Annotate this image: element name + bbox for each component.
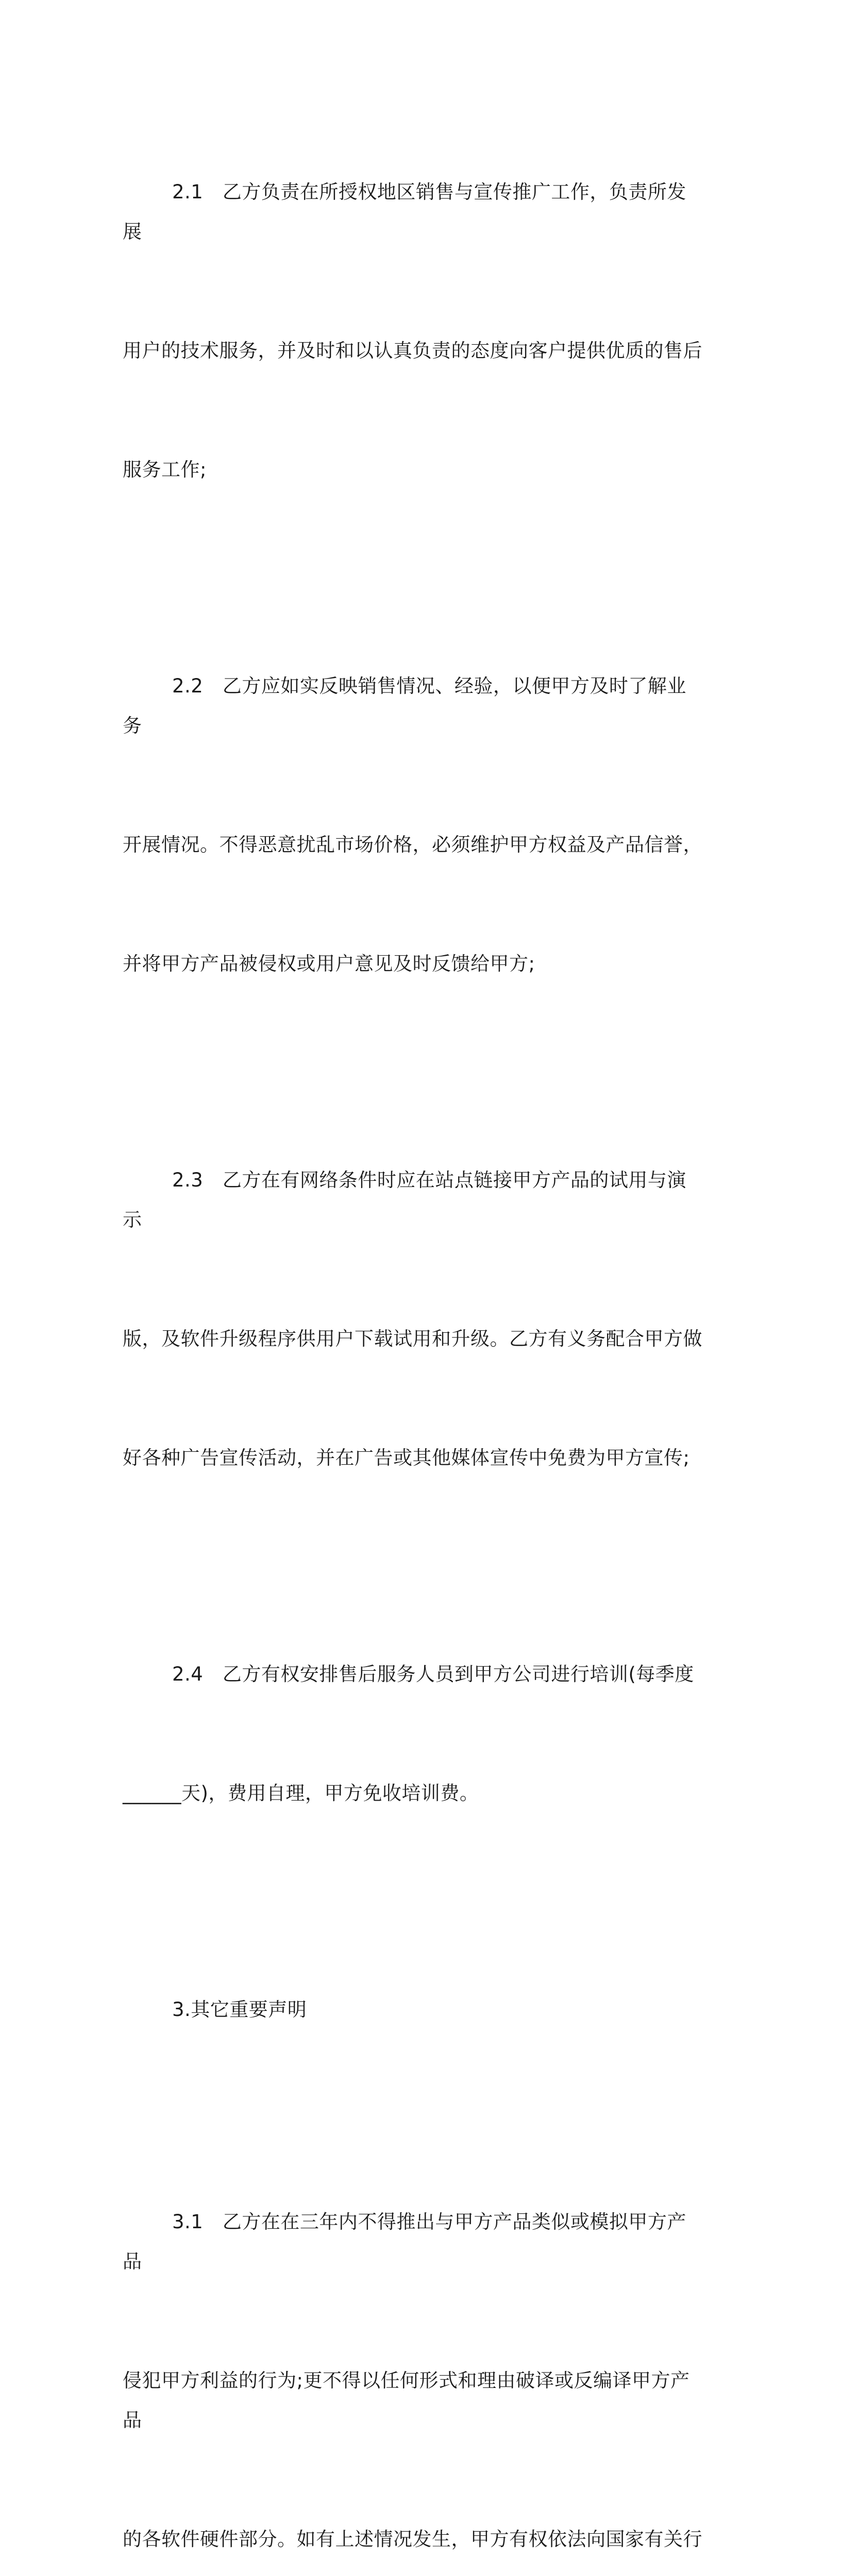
section-heading: 3.其它重要声明: [172, 1998, 307, 2021]
clause-2-1: [123, 93, 705, 569]
text-line: 2.2 乙方应如实反映销售情况、经验，以便甲方及时了解业务: [123, 675, 686, 737]
text-line: 版，及软件升级程序供用户下载试用和升级。乙方有义务配合甲方做: [123, 1328, 702, 1350]
text-line: ______天)，费用自理，甲方免收培训费。: [123, 1782, 479, 1804]
clause-2-2: [123, 587, 705, 1063]
clause-2-4: [123, 1575, 705, 1892]
clause-2-3: [123, 1081, 705, 1557]
text-line: 的各软件硬件部分。如有上述情况发生，甲方有权依法向国家有关行: [123, 2528, 702, 2550]
text-line: 用户的技术服务，并及时和以认真负责的态度向客户提供优质的售后: [123, 340, 702, 362]
section-3-heading: [123, 1910, 705, 2109]
text-line: 2.1 乙方负责在所授权地区销售与宣传推广工作，负责所发展: [123, 181, 686, 243]
text-line: 2.4 乙方有权安排售后服务人员到甲方公司进行培训(每季度: [172, 1663, 694, 1685]
clause-3-1: [123, 2123, 705, 2576]
text-line: 开展情况。不得恶意扰乱市场价格，必须维护甲方权益及产品信誉，: [123, 834, 702, 856]
text-line: 侵犯甲方利益的行为;更不得以任何形式和理由破译或反编译甲方产品: [123, 2369, 690, 2431]
text-line: 2.3 乙方在有网络条件时应在站点链接甲方产品的试用与演示: [123, 1169, 686, 1231]
document-body: [123, 93, 705, 2576]
text-line: 服务工作;: [123, 459, 207, 481]
text-line: 好各种广告宣传活动，并在广告或其他媒体宣传中免费为甲方宣传;: [123, 1447, 690, 1469]
text-line: 并将甲方产品被侵权或用户意见及时反馈给甲方;: [123, 953, 535, 975]
text-line: 3.1 乙方在在三年内不得推出与甲方产品类似或模拟甲方产品: [123, 2211, 686, 2273]
